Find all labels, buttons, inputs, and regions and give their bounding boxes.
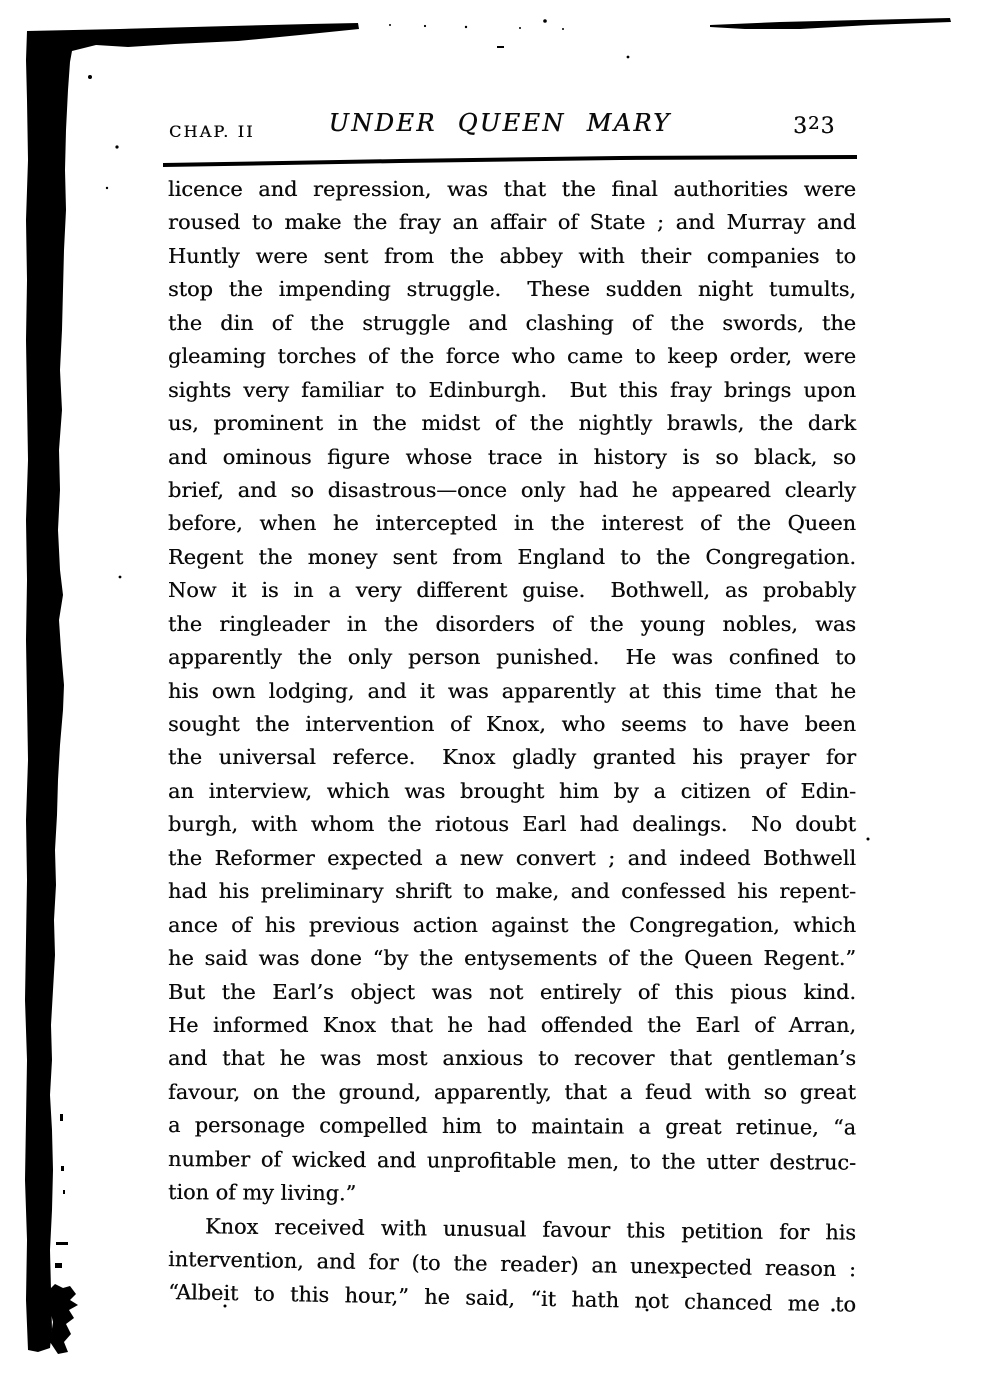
scan-speck <box>627 56 630 59</box>
text-line: had his preliminary shrift to make, and confessed his repent- <box>168 879 856 904</box>
text-line: before, when he intercepted in the interest of the Queen <box>168 511 856 536</box>
text-line: us, prominent in the midst of the nightly brawls, the dark <box>168 411 856 436</box>
scan-speck <box>562 28 564 30</box>
text-line: gleaming torches of the force who came to keep order, were <box>168 344 856 369</box>
scan-speck <box>56 1242 68 1245</box>
page-number-digit: 3 <box>820 114 836 139</box>
text-line: ance of his previous action against the Congregation, which <box>168 912 856 937</box>
text-line: “Albeit to this hour,” he said, “it hath not chanced me to <box>167 1280 857 1318</box>
scan-speck <box>389 24 391 26</box>
text-line: burgh, with whom the riotous Earl had dealings. No doubt <box>168 812 856 837</box>
running-title: UNDER QUEEN MARY <box>328 109 672 137</box>
page-number <box>793 114 835 139</box>
text-line: Now it is in a very different guise. Bothwell, as probably <box>168 578 856 603</box>
top-right-edge-line <box>710 18 951 29</box>
text-line: Huntly were sent from the abbey with their companies to <box>168 243 856 268</box>
text-line: Knox received with unusual favour this petition for his <box>204 1213 857 1245</box>
scan-speck <box>519 27 521 29</box>
scan-speck <box>55 1263 62 1268</box>
page-number-digit: 2 <box>808 113 821 134</box>
scan-speck <box>424 25 426 27</box>
scan-speck <box>465 26 467 28</box>
page-number-digit: 3 <box>793 114 808 139</box>
text-line: sights very familiar to Edinburgh. But this fray brings upon <box>168 377 856 402</box>
text-line: But the Earl’s object was not entirely of this pious kind. <box>168 979 856 1004</box>
scan-speck <box>867 838 870 841</box>
text-line: favour, on the ground, apparently, that a feud with so great <box>168 1079 856 1104</box>
scan-speck <box>115 145 118 148</box>
text-line: He informed Knox that he had offended the Earl of Arran, <box>168 1012 856 1037</box>
text-line: brief, and so disastrous—once only had he appeared clearly <box>168 477 856 502</box>
text-line: the din of the struggle and clashing of the swords, the <box>168 310 856 335</box>
text-line: stop the impending struggle. These sudden night tumults, <box>168 277 856 302</box>
header-rule <box>163 155 857 167</box>
text-line: intervention, and for (to the reader) an unexpected reason : <box>167 1247 857 1282</box>
text-line: licence and repression, was that the final authorities were <box>168 177 856 201</box>
scan-speck <box>543 19 547 23</box>
text-line: a personage compelled him to maintain a great retinue, “a <box>167 1113 857 1140</box>
scan-speck <box>60 1114 63 1121</box>
text-line: the Reformer expected a new convert ; and indeed Bothwell <box>168 845 856 870</box>
body-text <box>167 173 857 1318</box>
scan-speck <box>88 75 92 79</box>
text-line: tion of my living.” <box>167 1180 357 1206</box>
text-line: he said was done “by the entysements of the Queen Regent.” <box>168 946 856 971</box>
text-line: Regent the money sent from England to the Congregation. <box>168 544 856 569</box>
chapter-label: CHAP. II <box>169 122 255 141</box>
scan-speck <box>119 576 122 579</box>
text-line: an interview, which was brought him by a citizen of Edin- <box>168 778 856 803</box>
text-line: and that he was most anxious to recover that gentleman’s <box>168 1046 856 1071</box>
text-line: roused to make the fray an affair of State ; and Murray and <box>168 210 856 235</box>
text-line: his own lodging, and it was apparently at this time that he <box>168 678 856 703</box>
text-line: the ringleader in the disorders of the young nobles, was <box>168 611 856 636</box>
text-line: sought the intervention of Knox, who seems to have been <box>168 712 856 736</box>
gutter-blob <box>48 1284 78 1354</box>
text-line: apparently the only person punished. He was confined to <box>168 645 856 670</box>
scan-speck <box>63 1190 65 1194</box>
text-line: the universal referce. Knox gladly granted his prayer for <box>168 745 856 770</box>
scan-speck <box>61 1166 64 1171</box>
scan-speck <box>106 187 108 189</box>
text-line: number of wicked and unprofitable men, to the utter destruc- <box>167 1146 857 1175</box>
text-line: and ominous figure whose trace in history is so black, so <box>168 444 856 469</box>
scan-speck <box>497 46 504 48</box>
